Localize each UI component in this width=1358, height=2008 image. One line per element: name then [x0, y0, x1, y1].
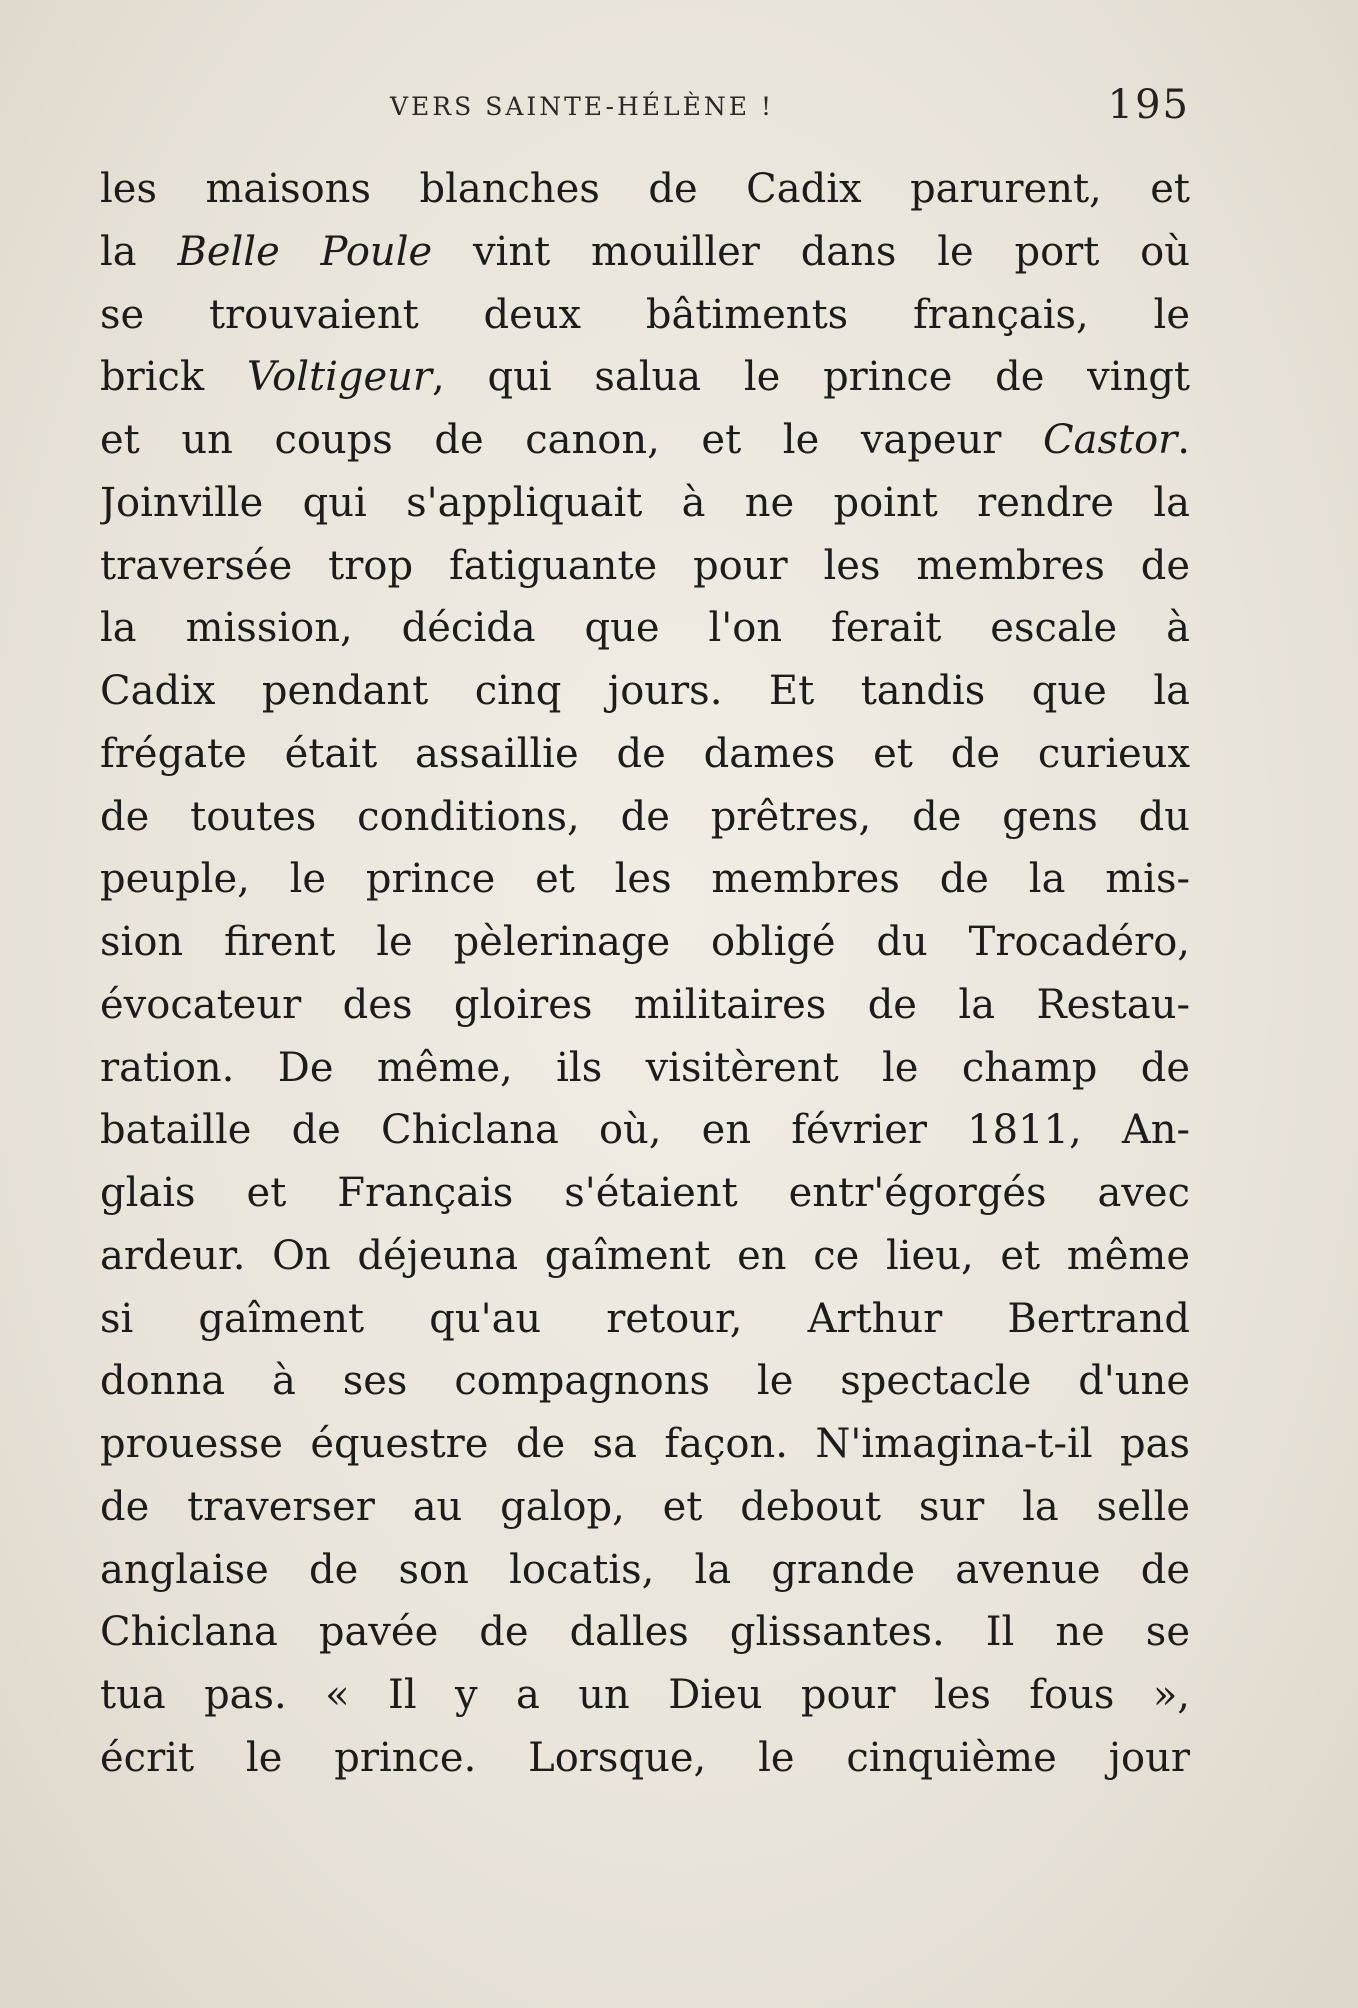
text-run: peuple, le prince et les membres de la mis-	[100, 856, 1190, 903]
text-run: les maisons blanches de Cadix parurent, et	[100, 166, 1190, 212]
text-line	[100, 1476, 1190, 1539]
text-run: de traverser au galop, et debout sur la selle	[100, 1483, 1190, 1530]
text-line	[100, 1413, 1190, 1476]
text-line	[100, 786, 1190, 849]
text-run: brick	[100, 354, 247, 401]
text-run: écrit le prince. Lorsque, le cinquième jour	[100, 1734, 1190, 1781]
body-text	[100, 158, 1190, 1790]
text-line	[100, 409, 1190, 472]
text-run: frégate était assaillie de dames et de curieux	[100, 730, 1190, 777]
text-run: bataille de Chiclana où, en février 1811, An-	[100, 1107, 1190, 1154]
text-run: la	[100, 228, 178, 275]
text-run: évocateur des gloires militaires de la Restau-	[100, 981, 1190, 1028]
text-line	[100, 1727, 1190, 1790]
text-line	[100, 1225, 1190, 1288]
text-run: glais et Français s'étaient entr'égorgés avec	[100, 1170, 1190, 1216]
text-run: si gaîment qu'au retour, Arthur Bertrand	[100, 1295, 1190, 1342]
text-run: traversée trop fatiguante pour les membres de	[100, 542, 1190, 589]
text-line	[100, 1162, 1190, 1225]
text-line	[100, 158, 1190, 221]
italic-name: Castor	[1043, 417, 1178, 463]
text-line	[100, 597, 1190, 660]
text-line	[100, 1601, 1190, 1664]
text-run: tua pas. « Il y a un Dieu pour les fous »,	[100, 1672, 1190, 1718]
italic-name: Voltigeur	[246, 354, 433, 401]
text-run: , qui salua le prince de vingt	[432, 354, 1190, 401]
text-run: prouesse équestre de sa façon. N'imagina-t-il pas	[100, 1421, 1190, 1467]
text-run: se trouvaient deux bâtiments français, le	[100, 291, 1190, 338]
text-line	[100, 911, 1190, 974]
page-number: 195	[1107, 82, 1190, 128]
text-line	[100, 1350, 1190, 1413]
text-line	[100, 472, 1190, 535]
text-run: Joinville qui s'appliquait à ne point rendre la	[100, 479, 1190, 526]
text-line	[100, 1664, 1190, 1727]
running-title: VERS SAINTE-HÉLÈNE !	[390, 92, 774, 121]
text-run: de toutes conditions, de prêtres, de gens du	[100, 793, 1190, 840]
text-line	[100, 221, 1190, 284]
text-line	[100, 535, 1190, 598]
text-run: .	[1177, 417, 1190, 463]
text-line	[100, 660, 1190, 723]
text-run: donna à ses compagnons le spectacle d'une	[100, 1358, 1190, 1405]
text-run: Cadix pendant cinq jours. Et tandis que la	[100, 668, 1190, 714]
italic-name: Belle Poule	[177, 228, 433, 275]
text-line	[100, 284, 1190, 347]
text-run: Chiclana pavée de dalles glissantes. Il ne se	[100, 1609, 1190, 1656]
text-line	[100, 723, 1190, 786]
text-line	[100, 1037, 1190, 1100]
text-line	[100, 848, 1190, 911]
text-line	[100, 346, 1190, 409]
text-line	[100, 1539, 1190, 1602]
text-run: ration. De même, ils visitèrent le champ de	[100, 1044, 1190, 1091]
text-run: et un coups de canon, et le vapeur	[100, 417, 1044, 463]
text-line	[100, 1099, 1190, 1162]
text-run: anglaise de son locatis, la grande avenue de	[100, 1546, 1190, 1593]
text-line	[100, 1288, 1190, 1351]
text-run: ardeur. On déjeuna gaîment en ce lieu, et même	[100, 1232, 1190, 1279]
text-run: vint mouiller dans le port où	[432, 228, 1190, 275]
text-run: sion firent le pèlerinage obligé du Trocadéro,	[100, 919, 1190, 965]
running-head	[100, 82, 1190, 132]
text-run: la mission, décida que l'on ferait escale à	[100, 605, 1190, 652]
text-line	[100, 974, 1190, 1037]
